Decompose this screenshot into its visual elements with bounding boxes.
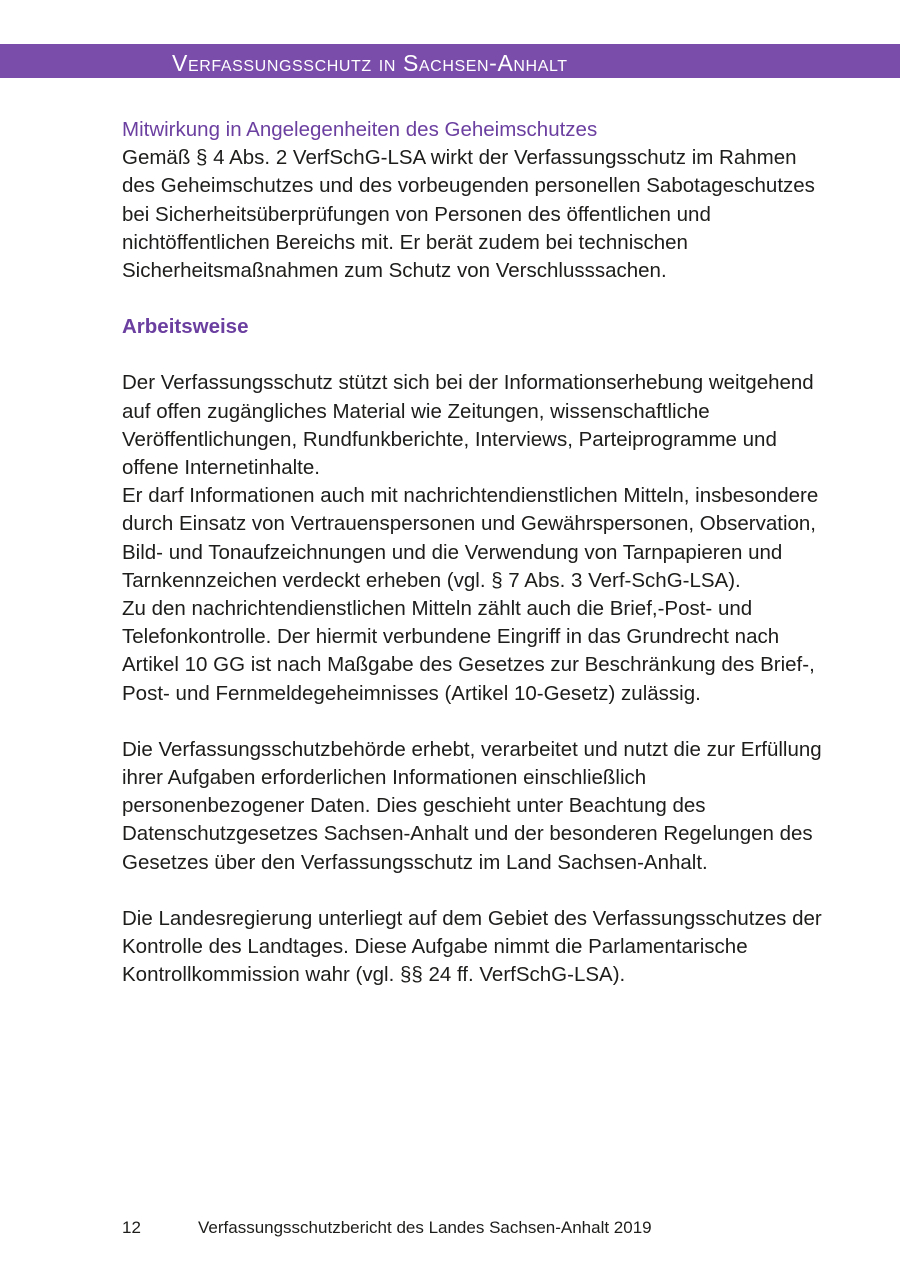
paragraph-arbeitsweise-1: Der Verfassungsschutz stützt sich bei der Informationserhebung weitgehend auf offen zugängliches Material wie Zeitungen, wissenschaftliche Veröffentlichungen, Rundfunkberichte, Interviews, Parteiprogramme und offene Internetinhalte. bbox=[122, 371, 814, 480]
section-heading-arbeitsweise: Arbeitsweise bbox=[122, 315, 249, 339]
spacer bbox=[122, 708, 822, 736]
spacer bbox=[122, 341, 822, 369]
spacer bbox=[122, 877, 822, 905]
page-number: 12 bbox=[122, 1218, 141, 1237]
paragraph-arbeitsweise-2: Er darf Informationen auch mit nachrichtendienstlichen Mitteln, insbesondere durch Einsatz von Vertrauenspersonen und Gewährspersonen, Observation, Bild- und Tonaufzeichnungen und die Verwendung von Tarnpapieren und Tarnkennzeichen verdeckt erheben (vgl. § 7 Abs. 3 Verf-SchG-LSA). bbox=[122, 484, 819, 592]
main-content bbox=[122, 116, 822, 989]
page-header-title: Verfassungsschutz in Sachsen-Anhalt bbox=[172, 50, 568, 76]
spacer bbox=[122, 285, 822, 313]
paragraph-geheimschutz: Gemäß § 4 Abs. 2 VerfSchG-LSA wirkt der Verfassungsschutz im Rahmen des Geheimschutzes und des vorbeugenden personellen Sabotageschutzes bei Sicherheitsüberprüfungen von Personen des öffentlichen und nichtöffentlichen Bereichs mit. Er berät zudem bei technischen Sicherheitsmaßnahmen zum Schutz von Verschlusssachen. bbox=[122, 146, 815, 283]
paragraph-arbeitsweise-4: Die Verfassungsschutzbehörde erhebt, verarbeitet und nutzt die zur Erfüllung ihrer Aufgaben erforderlichen Informationen einschließlich personenbezogener Daten. Dies geschieht unter Beachtung des Datenschutzgesetzes Sachsen-Anhalt und der besonderen Regelungen des Gesetzes über den Verfassungsschutz im Land Sachsen-Anhalt. bbox=[122, 737, 822, 874]
paragraph-arbeitsweise-5: Die Landesregierung unterliegt auf dem Gebiet des Verfassungsschutzes der Kontrolle des Landtages. Diese Aufgabe nimmt die Parlamentarische Kontrollkommission wahr (vgl. §§ 24 ff. VerfSchG-LSA). bbox=[122, 906, 822, 987]
section-heading-geheimschutz: Mitwirkung in Angelegenheiten des Geheimschutzes bbox=[122, 118, 598, 141]
footer-title: Verfassungsschutzbericht des Landes Sachsen-Anhalt 2019 bbox=[198, 1218, 652, 1237]
paragraph-arbeitsweise-3: Zu den nachrichtendienstlichen Mitteln zählt auch die Brief,-Post- und Telefonkontrolle. Der hiermit verbundene Eingriff in das Grundrecht nach Artikel 10 GG ist nach Maßgabe des Gesetzes zur Beschränkung des Brief-, Post- und Fernmeldegeheimnisses (Artikel 10-Gesetz) zulässig. bbox=[122, 597, 815, 705]
